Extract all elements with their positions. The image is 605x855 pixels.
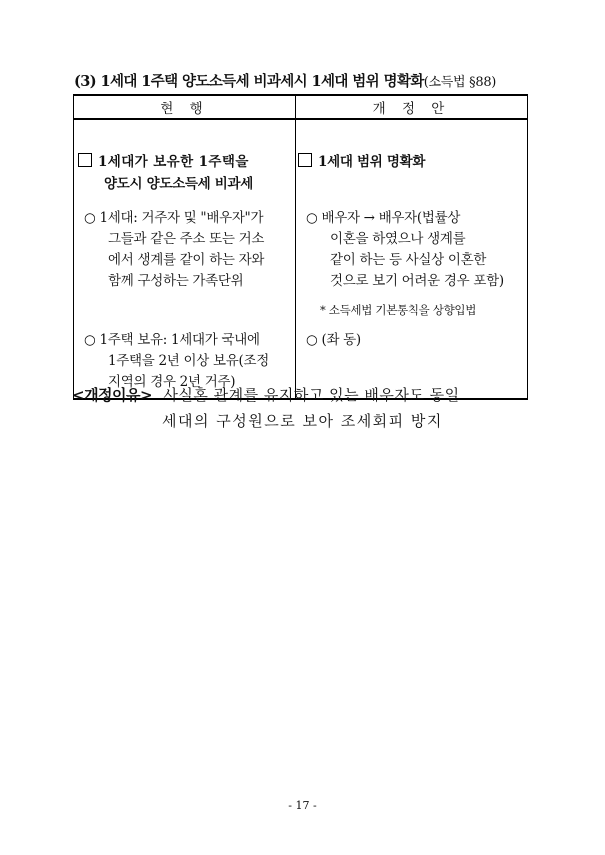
law-reference: (소득법 §88) xyxy=(423,75,497,90)
checkbox-square-icon xyxy=(78,153,92,167)
current-item-1-line-2: 양도시 양도소득세 비과세 xyxy=(104,176,253,192)
proposed-item-1 xyxy=(298,152,425,173)
header-current: 현 행 xyxy=(74,95,296,119)
section-heading xyxy=(74,70,496,91)
proposed-note: * 소득세법 기본통칙을 상향입법 xyxy=(320,303,477,317)
header-proposed: 개 정 안 xyxy=(296,95,528,119)
proposed-item-2-line-2: 이혼을 하였으나 생계를 xyxy=(330,231,466,247)
amendment-reason-line-2: 세대의 구성원으로 보아 조세회피 방지 xyxy=(162,412,443,430)
current-item-3-line-2: 1주택을 2년 이상 보유(조정 xyxy=(108,353,269,369)
current-item-2-line-3: 에서 생계를 같이 하는 자와 xyxy=(108,252,265,268)
proposed-column xyxy=(296,119,528,399)
current-item-2 xyxy=(84,208,296,292)
current-item-3-line-3: 지역의 경우 2년 거주) xyxy=(108,374,236,390)
checkbox-square-icon xyxy=(298,153,312,167)
page-number: - 17 - xyxy=(288,799,317,812)
proposed-item-2 xyxy=(306,208,528,292)
current-item-2-line-2: 그들과 같은 주소 또는 거소 xyxy=(108,231,265,247)
amendment-reason-label: <개정이유> xyxy=(72,386,153,404)
current-item-2-line-4: 함께 구성하는 가족단위 xyxy=(108,273,244,289)
section-title: (3) 1세대 1주택 양도소득세 비과세시 1세대 범위 명확화 xyxy=(74,73,424,90)
comparison-table xyxy=(73,94,528,400)
current-item-2-line-1: ○ 1세대: 거주자 및 "배우자"가 xyxy=(84,210,264,226)
current-item-3-line-1: ○ 1주택 보유: 1세대가 국내에 xyxy=(84,332,260,348)
proposed-item-1-text: 1세대 범위 명확화 xyxy=(318,154,426,170)
amendment-reason xyxy=(72,382,460,408)
proposed-item-2-line-3: 같이 하는 등 사실상 이혼한 xyxy=(330,252,487,268)
proposed-item-2-line-1: ○ 배우자 → 배우자(법률상 xyxy=(306,210,461,226)
current-column xyxy=(74,119,296,399)
proposed-item-2-line-4: 것으로 보기 어려운 경우 포함) xyxy=(330,273,504,289)
proposed-item-3: ○ (좌 동) xyxy=(306,332,361,348)
amendment-reason-line-1: 사실혼 관계를 유지하고 있는 배우자도 동일 xyxy=(163,386,460,404)
current-item-1-line-1: 1세대가 보유한 1주택을 xyxy=(98,154,249,170)
current-item-1 xyxy=(78,152,292,173)
